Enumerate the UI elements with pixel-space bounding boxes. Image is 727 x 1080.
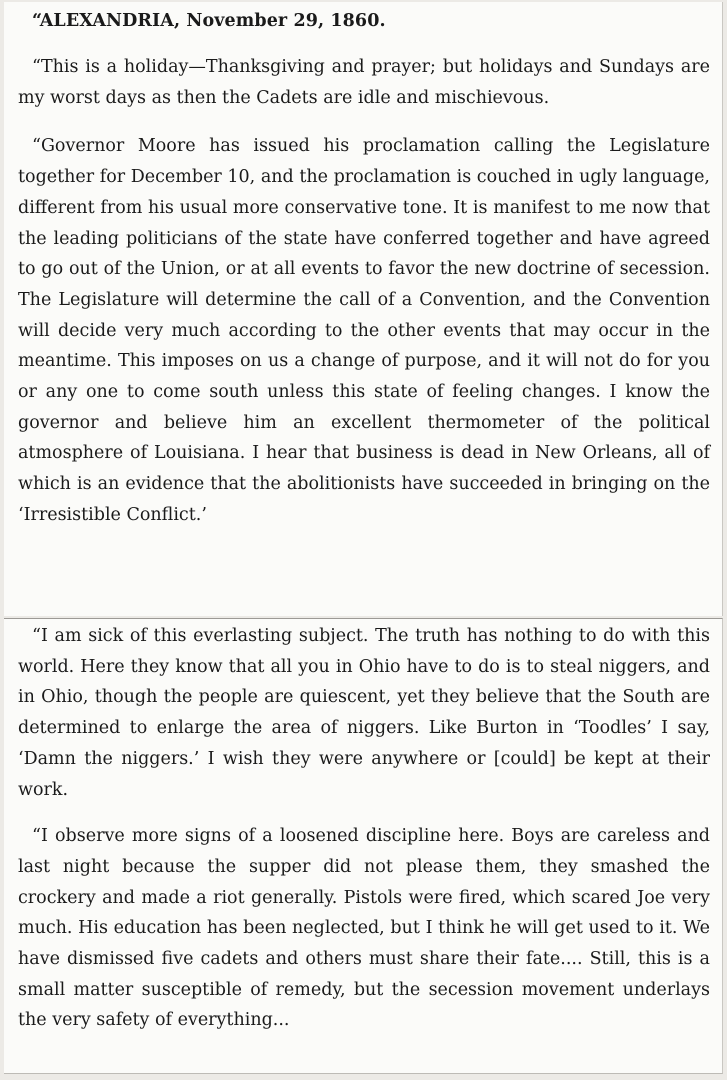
paragraph-everlasting-subject: “I am sick of this everlasting subject. The truth has nothing to do with this world. Here they know that all you in Ohio have to do is to steal niggers, and in Ohio, though the people are quiescent, yet they believe that the South are determined to enlarge the area of niggers. Like Burton in ‘Toodles’ I say, ‘Damn the niggers.’ I wish they were anywhere or [could] be kept at their work.	[18, 626, 710, 800]
clipping-bottom	[4, 618, 723, 1074]
paragraph-discipline: “I observe more signs of a loosened discipline here. Boys are careless and last night because the supper did not please them, they smashed the crockery and made a riot generally. Pistols were fired, which scared Joe very much. His education has been neglected, but I think he will get used to it. We have dismissed five cadets and others must share their fate.... Still, this is a small matter susceptible of remedy, but the secession movement underlays the very safety of everything...	[18, 826, 710, 1031]
letter-heading: “ALEXANDRIA, November 29, 1860.	[32, 11, 386, 31]
paragraph-governor-moore: “Governor Moore has issued his proclamation calling the Legislature together for December 10, and the proclamation is couched in ugly language, different from his usual more conservative tone. It is manifest to me now that the leading politicians of the state have conferred together and have agreed to go out of the Union, or at all events to favor the new doctrine of secession. The Legislature will determine the call of a Convention, and the Convention will decide very much according to the other events that may occur in the meantime. This imposes on us a change of purpose, and it will not do for you or any one to come south unless this state of feeling changes. I know the governor and believe him an excellent thermometer of the political atmosphere of Louisiana. I hear that business is dead in New Orleans, all of which is an evidence that the abolitionists have succeeded in bringing on the ‘Irresistible Conflict.’	[18, 136, 710, 525]
clipping-top	[4, 2, 723, 616]
paragraph-holiday: “This is a holiday—Thanksgiving and prayer; but holidays and Sundays are my worst days as then the Cadets are idle and mischievous.	[18, 57, 710, 108]
